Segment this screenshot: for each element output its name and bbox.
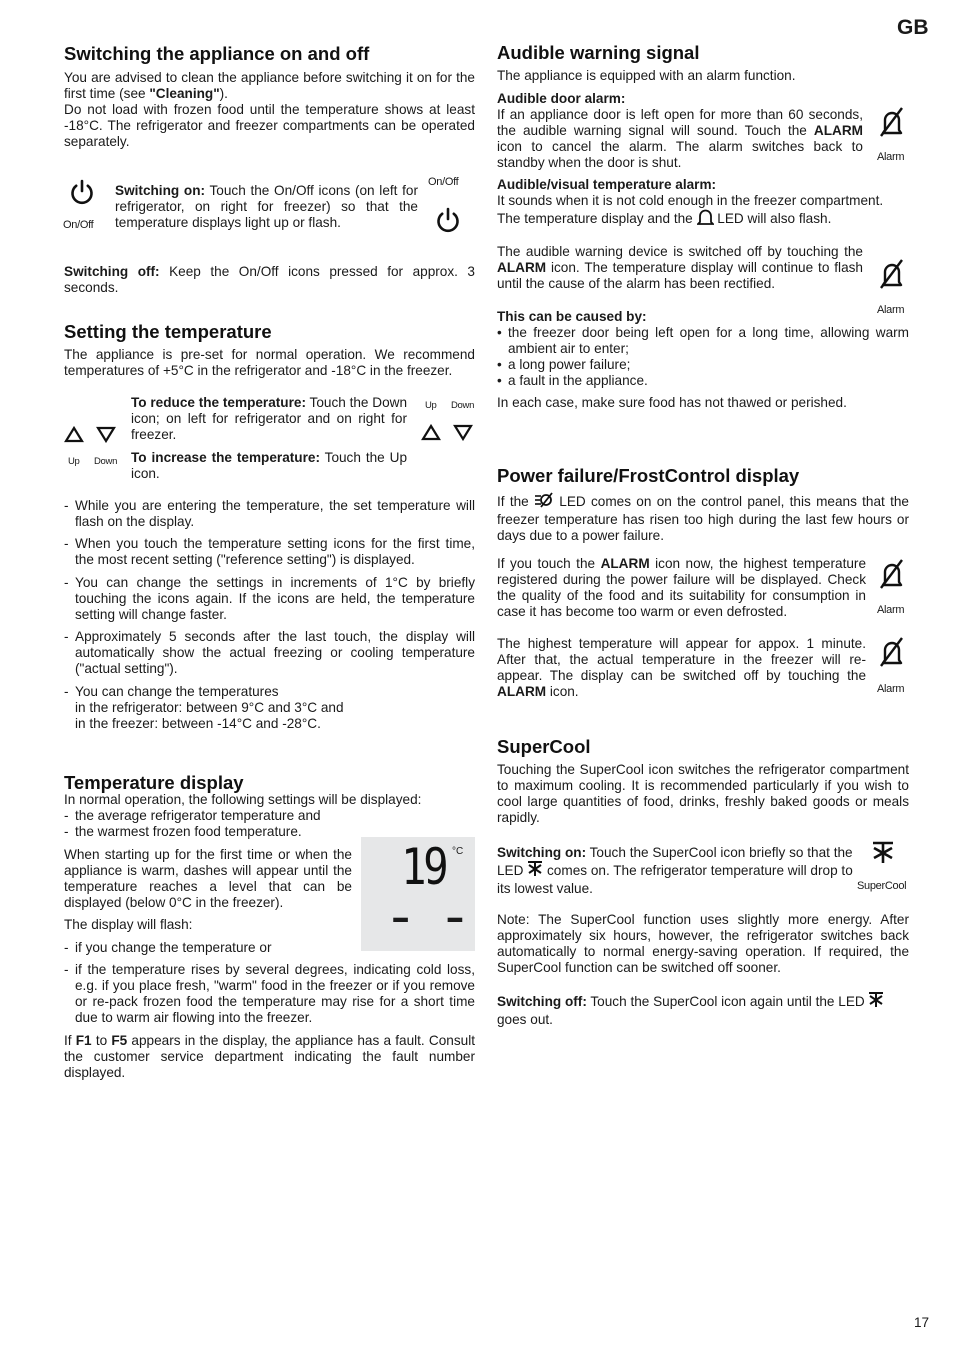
- section-title-power: Power failure/FrostControl display: [497, 465, 800, 486]
- alarm-icon: [877, 636, 907, 668]
- temp-alarm-text: It sounds when it is not cold enough in the freezer compartment. The temperature display and the LED will also flash.: [497, 193, 909, 229]
- setting-bullet: - While you are entering the temperature, the set temperature will flash on the display.: [64, 498, 475, 529]
- alarm-icon-label: Alarm: [877, 683, 905, 695]
- section-title-setting: Setting the temperature: [64, 321, 272, 342]
- cause-check: In each case, make sure food has not thawed or perished.: [497, 395, 847, 410]
- increase-text: To increase the temperature: Touch the Up icon.: [131, 450, 407, 481]
- setting-intro: The appliance is pre-set for normal operation. We recommend temperatures of +5°C in the refrigerator and -18°C in the freezer.: [64, 347, 475, 378]
- frostcontrol-led-icon: [534, 492, 554, 512]
- power-icon-left: [68, 178, 96, 206]
- temperature-display-panel: [361, 837, 475, 951]
- section-title-supercool: SuperCool: [497, 736, 591, 757]
- supercool-off-text: Switching off: Touch the SuperCool icon again until the LED goes out.: [497, 992, 909, 1028]
- supercool-icon-label: SuperCool: [857, 880, 907, 892]
- alarm-icon-label: Alarm: [877, 151, 905, 163]
- cause-item: • the freezer door being left open for a long time, allowing warm ambient air to enter;: [497, 325, 909, 356]
- down-label-right: Down: [451, 400, 475, 411]
- display-flash-item: - if the temperature rises by several degrees, indicating cold loss, e.g. if you place fresh, "warm" food in the freezer or if you remove or re-pack frozen food the temperature may rise for a short time due to warm air flowing into the freezer.: [64, 962, 475, 1025]
- display-readout-value: 19: [401, 838, 446, 896]
- alarm-icon: [877, 558, 907, 590]
- section-title-alarm: Audible warning signal: [497, 42, 700, 63]
- alarm-icon: [877, 258, 907, 290]
- up-icon-right: [421, 424, 441, 441]
- supercool-on-text: Switching on: Touch the SuperCool icon briefly so that the LED comes on. The refrigerator temperature will drop to its lowest value.: [497, 845, 853, 896]
- power-text-2: If you touch the ALARM icon now, the highest temperature registered during the power failure will be displayed. Check the quality of the food and its suitability for consumption in case it has become too warm or even defrosted.: [497, 556, 866, 619]
- switching-intro2: Do not load with frozen food until the temperature shows at least -18°C. The refrigerator and freezer compartments can be operated separately.: [64, 102, 475, 149]
- alarm-intro: The appliance is equipped with an alarm function.: [497, 68, 796, 83]
- supercool-note: Note: The SuperCool function uses slightly more energy. After approximately six hours, however, the refrigerator switches back automatically to normal energy-saving operation. If required, the SuperCool function can be switched off sooner.: [497, 912, 909, 975]
- up-label-left: Up: [68, 456, 80, 467]
- setting-bullet: - Approximately 5 seconds after the last touch, the display will automatically show the actual freezing or cooling temperature ("actual setting").: [64, 629, 475, 676]
- cause-title: This can be caused by:: [497, 309, 647, 324]
- supercool-icon: [871, 841, 895, 865]
- display-readout-unit: °C: [452, 846, 464, 857]
- down-icon-right: [453, 424, 473, 441]
- switching-on-text: Switching on: Touch the On/Off icons (on left for refrigerator, on right for freezer) so that the temperature displays light up or flash.: [115, 183, 418, 230]
- display-flash-item: - if you change the temperature or: [64, 940, 272, 955]
- alarm-off-text: The audible warning device is switched off by touching the ALARM icon. The temperature display will continue to flash until the cause of the alarm has been rectified.: [497, 244, 863, 291]
- display-item: - the average refrigerator temperature and: [64, 808, 321, 823]
- door-alarm-text: If an appliance door is left open for more than 60 seconds, the audible warning signal will sound. Touch the ALARM icon to cancel the alarm. The alarm switches back to standby when the door is shut.: [497, 107, 863, 170]
- power-text-1: If the LED comes on on the control panel, this means that the freezer temperature has risen too high during the last few hours or days due to a power failure.: [497, 494, 909, 543]
- alarm-icon-label: Alarm: [877, 304, 905, 316]
- section-title-display: Temperature display: [64, 772, 244, 793]
- display-item: - the warmest frozen food temperature.: [64, 824, 302, 839]
- section-title-switching: Switching the appliance on and off: [64, 43, 370, 64]
- power-icon-right-label: On/Off: [428, 176, 459, 188]
- display-readout-dashes: - -: [391, 896, 475, 937]
- setting-bullet: - You can change the settings in increments of 1°C by briefly touching the icons again. If the icons are held, the temperature setting will change faster.: [64, 575, 475, 622]
- alarm-icon-label: Alarm: [877, 604, 905, 616]
- supercool-led-icon: [527, 861, 543, 881]
- supercool-intro: Touching the SuperCool icon switches the refrigerator compartment to maximum cooling. It is recommended particularly if you wish to cool large quantities of food, drinks, freshly baked goods or meals rapidly.: [497, 762, 909, 825]
- temp-alarm-title: Audible/visual temperature alarm:: [497, 177, 717, 192]
- up-icon-left: [64, 426, 84, 443]
- power-icon-left-label: On/Off: [63, 219, 94, 231]
- switching-off-text: Switching off: Keep the On/Off icons pressed for approx. 3 seconds.: [64, 264, 475, 295]
- bell-led-icon: [697, 209, 714, 229]
- supercool-led-icon: [868, 992, 884, 1012]
- language-tag: GB: [897, 16, 929, 39]
- display-flash-intro: The display will flash:: [64, 917, 193, 932]
- display-startup: When starting up for the first time or when the appliance is warm, dashes will appear until the temperature reaches a level that can be displayed (below 0°C in the freezer).: [64, 847, 352, 910]
- alarm-icon: [877, 106, 907, 138]
- setting-bullet: - When you touch the temperature setting icons for the first time, the most recent setting ("reference setting") is displayed.: [64, 536, 475, 567]
- setting-bullet: - You can change the temperatures in the refrigerator: between 9°C and 3°C and in the freezer: between -14°C and -28°C.: [64, 684, 344, 731]
- display-fault: If F1 to F5 appears in the display, the appliance has a fault. Consult the customer service department indicating the fault number displayed.: [64, 1033, 475, 1080]
- switching-intro: You are advised to clean the appliance before switching it on for the first time (see "Cleaning").: [64, 70, 475, 101]
- cause-item: • a long power failure;: [497, 357, 631, 372]
- power-text-3: The highest temperature will appear for appox. 1 minute. After that, the actual temperature in the freezer will re-appear. The display can be switched off by touching the ALARM icon.: [497, 636, 866, 699]
- door-alarm-title: Audible door alarm:: [497, 91, 626, 106]
- down-label-left: Down: [94, 456, 118, 467]
- cause-item: • a fault in the appliance.: [497, 373, 648, 388]
- up-label-right: Up: [425, 400, 437, 411]
- reduce-text: To reduce the temperature: Touch the Down icon; on left for refrigerator and on right for freezer.: [131, 395, 408, 442]
- display-intro: In normal operation, the following settings will be displayed:: [64, 792, 422, 807]
- power-icon-right: [434, 206, 462, 234]
- page-number: 17: [914, 1315, 930, 1330]
- down-icon-left: [96, 426, 116, 443]
